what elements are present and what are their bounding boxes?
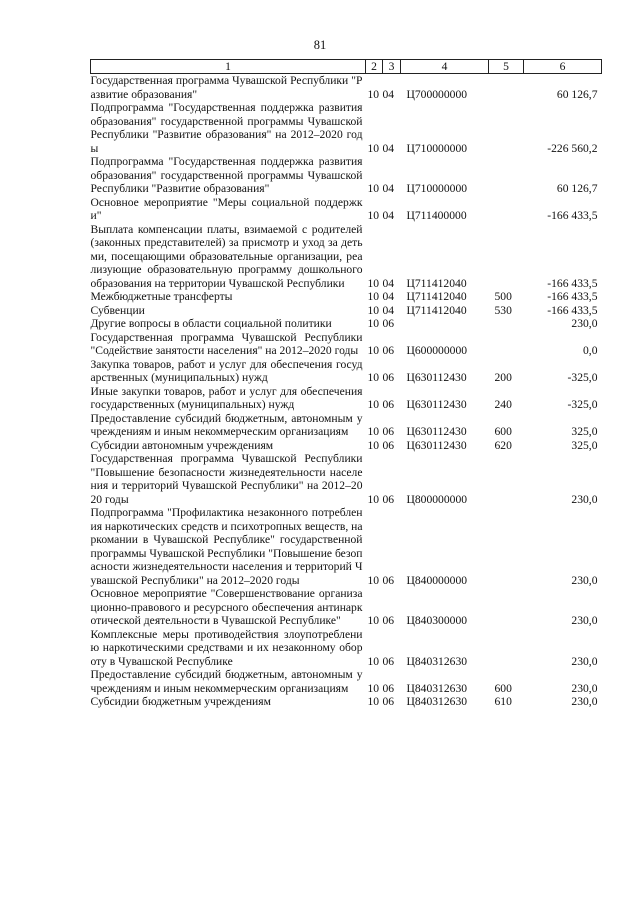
section-code: 10 [367,654,380,668]
header-row [91,60,602,74]
expense-type-code [489,223,524,291]
amount: 230,0 [571,317,598,330]
table-body [91,74,602,709]
item-name: Другие вопросы в области социальной политики [90,317,332,330]
item-name: Предоставление субсидий бюджетным, автономным учреждениям и иным некоммерческим организациям [90,411,363,438]
item-name: Межбюджетные трансферты [90,290,233,303]
section-code: 10 [367,290,380,303]
amount: 230,0 [571,695,598,708]
section-code: 10 [367,317,380,330]
target-article-code: Ц630112430 [406,425,467,438]
item-name: Подпрограмма "Государственная поддержка развития образования" государственной программы Чувашской Республики "Развитие образования" [90,155,363,195]
expense-type-code: 530 [494,303,512,317]
section-code: 10 [367,614,380,627]
section-code: 10 [367,371,380,384]
target-article-code: Ц840000000 [406,573,468,587]
table-row [91,506,602,587]
target-article-code: Ц840300000 [406,614,468,627]
item-name: Государственная программа Чувашской Республики "Содействие занятости населения" на 2012–2020 годы [90,330,363,357]
subsection-code: 06 [382,438,395,452]
expense-type-code [489,331,524,358]
item-name: Выплата компенсации платы, взимаемой с родителей (законных представителей) за присмотр и уход за детьми, посещающими образовательные организации, реализующие образовательную программу дошкольного образования на территории Чувашской Республики [90,222,363,290]
subsection-code: 04 [382,303,395,317]
amount: -166 433,5 [547,303,598,317]
expense-type-code: 240 [494,398,512,411]
table-row [91,101,602,155]
target-article-code: Ц630112430 [406,371,467,384]
subsection-code: 06 [382,492,395,506]
target-article-code: Ц800000000 [406,492,468,506]
amount: -325,0 [567,398,598,411]
section-code: 10 [367,344,380,357]
expense-type-code: 200 [494,371,512,384]
amount: -226 560,2 [547,141,598,155]
section-code: 10 [367,438,380,452]
expense-type-code [489,506,524,587]
table-row [91,223,602,291]
subsection-code: 04 [382,182,395,195]
subsection-code: 06 [382,695,395,708]
section-code: 10 [367,87,380,101]
table-row [91,628,602,669]
subsection-code: 04 [382,141,395,155]
target-article-code: Ц630112430 [406,398,467,411]
amount: -166 433,5 [547,209,598,222]
subsection-code: 04 [382,209,395,222]
target-article-code: Ц710000000 [406,182,468,195]
item-name: Закупка товаров, работ и услуг для обеспечения государственных (муниципальных) нужд [90,357,363,384]
target-article-code: Ц711400000 [406,209,467,222]
item-name: Предоставление субсидий бюджетным, автономным учреждениям и иным некоммерческим организациям [90,668,363,695]
table-row [91,668,602,695]
amount: 325,0 [571,438,598,452]
subsection-code: 04 [382,290,395,303]
expense-type-code: 620 [494,438,512,452]
subsection-code: 06 [382,317,395,330]
section-code: 10 [367,276,380,290]
target-article-code: Ц711412040 [406,276,467,290]
section-code: 10 [367,398,380,411]
item-name: Основное мероприятие "Совершенствование организационно-правового и ресурсного обеспечения антинаркотической деятельности в Чувашской Республике" [90,587,363,627]
section-code: 10 [367,303,380,317]
table-row [91,331,602,358]
item-name: Государственная программа Чувашской Республики "Развитие образования" [90,74,363,101]
item-name: Подпрограмма "Профилактика незаконного потребления наркотических средств и психотропных веществ, наркомании в Чувашской Республике" государственной программы Чувашской Республики "Повышение безопасности жизнедеятельности населения и территорий Чувашской Республики" на 2012–2020 годы [90,506,363,587]
header-col-3: 3 [383,60,401,74]
amount: 230,0 [571,654,598,668]
table-row [91,439,602,453]
amount: -325,0 [567,371,598,384]
target-article-code: Ц600000000 [406,344,468,357]
expense-type-code [489,101,524,155]
header-col-2: 2 [366,60,383,74]
table-row [91,290,602,304]
subsection-code: 06 [382,614,395,627]
table-row [91,196,602,223]
amount: 60 126,7 [556,182,598,195]
subsection-code: 06 [382,573,395,587]
expense-type-code [489,587,524,628]
target-article-code: Ц711412040 [406,290,467,303]
amount: 230,0 [571,614,598,627]
header-col-1: 1 [91,60,366,74]
section-code: 10 [367,182,380,195]
target-article-code: Ц840312630 [406,654,468,668]
item-name: Субсидии автономным учреждениям [90,438,274,452]
section-code: 10 [367,425,380,438]
section-code: 10 [367,573,380,587]
amount: 60 126,7 [556,87,598,101]
table-row [91,385,602,412]
table-row [91,695,602,709]
item-name: Подпрограмма "Государственная поддержка развития образования" государственной программы Чувашской Республики "Развитие образования" на 2012–2020 годы [90,101,363,155]
header-col-5: 5 [489,60,524,74]
section-code: 10 [367,492,380,506]
table-row [91,74,602,102]
table-row [91,452,602,506]
table-row [91,155,602,196]
item-name: Субсидии бюджетным учреждениям [90,695,271,708]
target-article-code: Ц700000000 [406,87,468,101]
expense-type-code [489,628,524,669]
section-code: 10 [367,681,380,695]
page-number: 81 [313,38,327,52]
subsection-code: 06 [382,398,395,411]
expense-type-code [489,452,524,506]
amount: 230,0 [571,492,598,506]
expense-type-code [489,74,524,102]
expense-type-code: 610 [494,695,512,708]
subsection-code: 04 [382,276,395,290]
subsection-code: 06 [382,425,395,438]
table-row [91,358,602,385]
expense-type-code [489,155,524,196]
amount: -166 433,5 [547,290,598,303]
amount: -166 433,5 [547,276,598,290]
amount: 0,0 [583,344,598,357]
amount: 230,0 [571,573,598,587]
budget-table [90,59,602,709]
target-article-code: Ц630112430 [406,438,467,452]
amount: 230,0 [571,681,598,695]
target-article-code: Ц840312630 [406,681,468,695]
header-col-6: 6 [524,60,602,74]
item-name: Иные закупки товаров, работ и услуг для обеспечения государственных (муниципальных) нужд [90,384,363,411]
subsection-code: 06 [382,681,395,695]
subsection-code: 04 [382,87,395,101]
section-code: 10 [367,141,380,155]
table-row [91,304,602,318]
item-name: Основное мероприятие "Меры социальной поддержки" [90,195,363,222]
table-row [91,317,602,331]
table-row [91,412,602,439]
table-row [91,587,602,628]
item-name: Государственная программа Чувашской Республики "Повышение безопасности жизнедеятельности населения и территорий Чувашской Республики" на 2012–2020 годы [90,452,363,506]
subsection-code: 06 [382,654,395,668]
expense-type-code: 500 [494,290,512,303]
subsection-code: 06 [382,371,395,384]
item-name: Комплексные меры противодействия злоупотреблению наркотическими средствами и их незаконному обороту в Чувашской Республике [90,627,363,668]
header-col-4: 4 [401,60,489,74]
section-code: 10 [367,695,380,708]
expense-type-code [489,196,524,223]
amount: 325,0 [571,425,598,438]
target-article-code: Ц840312630 [406,695,468,708]
section-code: 10 [367,209,380,222]
expense-type-code [489,317,524,331]
target-article-code [401,317,489,331]
target-article-code: Ц710000000 [406,141,468,155]
expense-type-code: 600 [494,681,512,695]
expense-type-code: 600 [494,425,512,438]
subsection-code: 06 [382,344,395,357]
table-header [91,60,602,74]
item-name: Субвенции [90,303,145,317]
target-article-code: Ц711412040 [406,303,467,317]
